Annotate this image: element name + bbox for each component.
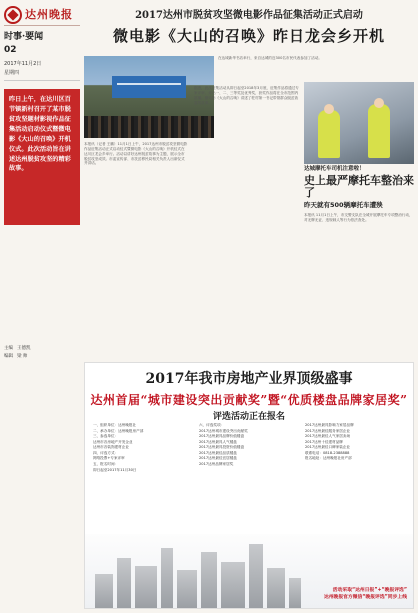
feature-list-a — [93, 423, 195, 473]
list-item: 2017达州最佳服务家居企业 — [305, 428, 351, 433]
main-column — [84, 4, 414, 223]
issue-weekday: 星期四 — [4, 70, 80, 81]
list-item: 二、承办单位：达州晚报房产部 — [93, 428, 144, 433]
lede-text: 在达城新华书店举行，来自达城的近300名市民代表参加了活动。 — [218, 56, 322, 60]
list-item: 报名地址：达州晚报社房产部 — [305, 456, 352, 461]
list-item: 2017达州品牌家居奖 — [199, 461, 234, 466]
moto-story — [304, 166, 414, 363]
list-item: 联系电话：0818-2388888 — [305, 450, 350, 455]
credit-label: 主编 — [4, 346, 13, 351]
credit-value: 王德凯 — [17, 346, 31, 351]
list-item: 一、组织单位：达州晚报社 — [93, 423, 137, 427]
list-item: 达州市各房地产开发企业 — [93, 439, 133, 444]
traffic-photo[interactable] — [304, 82, 414, 164]
feature-subtitle: 评选活动正在报名 — [212, 411, 285, 422]
feature-main-title[interactable]: 达州首届“城市建设突出贡献奖”暨“优质楼盘品牌家居奖” — [90, 392, 408, 407]
list-item: 2017达州最具品牌价值楼盘 — [199, 434, 245, 439]
moto-headline[interactable]: 史上最严摩托车整治来了 — [304, 173, 414, 199]
teaser-box[interactable]: 昨日上午，在达川区百节镇新村召开了某市脱贫攻坚题材影视作品征集活动启动仪式暨微电影《大山的召唤》开机仪式。此次活动旨在讲述达州脱贫攻坚的精彩故事。 — [4, 89, 80, 225]
credits — [4, 345, 80, 360]
list-item: 2017达州十佳建材品牌 — [305, 439, 343, 444]
lead-kicker[interactable]: 2017达州市脱贫攻坚微电影作品征集活动正式启动 — [135, 10, 363, 21]
issue-date: 2017年11月2日 — [4, 60, 42, 67]
list-item: 2017达州最佳品质楼盘 — [199, 450, 237, 455]
lead-story — [84, 56, 414, 366]
list-item: 四、评选方式： — [93, 450, 119, 455]
feature-slogan — [324, 587, 407, 602]
list-item: 网络投票+专家评审 — [93, 456, 125, 461]
list-item: 2017达州最具投资价值楼盘 — [199, 445, 245, 450]
slogan-line-1: 活动采取“达州日报”+“晚报评选” — [332, 587, 407, 593]
page-number: 02 — [4, 45, 17, 56]
lead-headline[interactable]: 微电影《大山的召唤》昨日龙会乡开机 — [112, 26, 385, 45]
logo-text: 达州晚报 — [25, 7, 73, 21]
article-column-1: 本报讯（记者 王鹏）11月1日上午，2017达州市脱贫攻坚微电影作品征集活动正式启动仪式暨微电影《大山的召唤》开机仪式在达川区龙会乡举行。活动以讲好达州脱贫故事为主题，展示全市脱贫攻坚成效。市委宣传部、市扶贫移民局相关负责人出席仪式并讲话。 — [84, 142, 188, 166]
list-item: 2017达州最佳口碑家装企业 — [305, 445, 351, 450]
list-item: 2017达州最佳宜居楼盘 — [199, 456, 237, 461]
moto-deck: 昨天就有500辆摩托车遭殃 — [304, 201, 383, 210]
section-name: 时事·要闻 — [4, 32, 44, 42]
list-item: 五、报名时间： — [93, 461, 119, 466]
feature-title[interactable]: 2017年我市房地产业界顶级盛事 — [145, 371, 353, 387]
skyline-illustration — [85, 534, 413, 608]
list-item: 达州市各装饰建材企业 — [93, 445, 129, 450]
feature-list-b — [199, 423, 301, 468]
credit-value: 梁 帅 — [17, 353, 28, 359]
feature-list-c — [305, 423, 407, 462]
list-item: 2017达州最具影响力家居品牌 — [305, 423, 354, 427]
left-rail — [4, 4, 80, 609]
masthead — [4, 4, 80, 26]
list-item: 2017达州最具人气楼盘 — [199, 439, 237, 444]
list-item: 即日起至2017年11月30日 — [93, 467, 137, 472]
real-estate-feature — [84, 362, 414, 609]
list-item: 三、参选单位： — [93, 434, 119, 439]
list-item: 六、评选奖项： — [199, 423, 225, 427]
slogan-line-2: 达州晚报官方微信“晚报评选”同步上线 — [323, 595, 407, 601]
article-column-2: 据悉，此次征集活动从即日起至2018年3月底，征集作品将通过专家评审，评出一、二、三等奖及优秀奖，获奖作品将在全市范围内展播。微电影《大山的召唤》讲述了驻村第一书记带领群众脱贫致富的故事。 — [194, 86, 299, 105]
credit-label: 编辑 — [4, 353, 13, 359]
list-item: 2017达州最佳人气家居卖场 — [305, 434, 351, 439]
logo-icon — [4, 6, 22, 24]
moto-kicker[interactable]: 达城摩托车司机注意啦！ — [304, 166, 365, 172]
moto-body: 本报讯 11月1日上午，市交警支队在全城开展摩托车专项整治行动，对无牌无证、违规载人等行为依法查处。 — [304, 213, 413, 223]
list-item: 2017达州城市建设突出贡献奖 — [199, 428, 248, 433]
